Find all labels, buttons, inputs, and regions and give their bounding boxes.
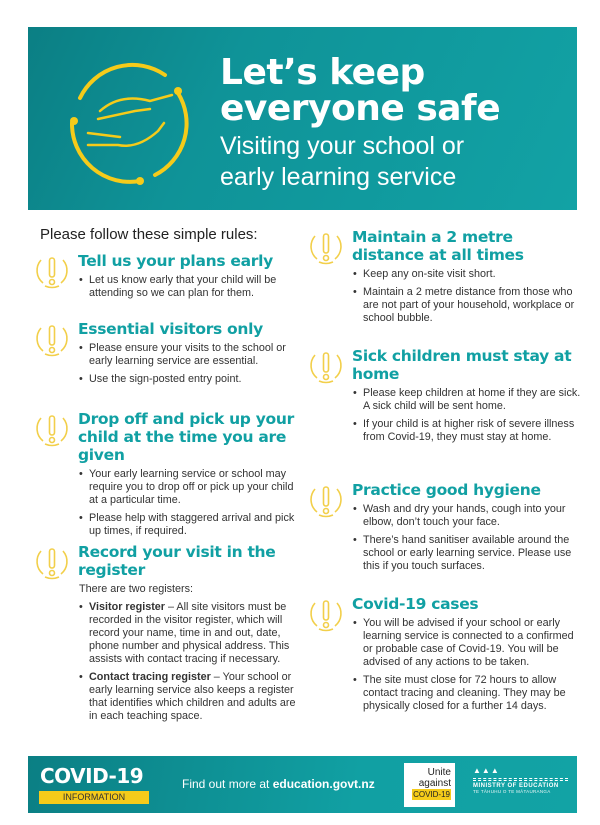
rule-tell-us-plans	[33, 252, 298, 305]
rule-bullet: • Please keep children at home if they are sick. A sick child will be sent home.	[353, 387, 582, 413]
rule-bullet: • Visitor register – All site visitors must be recorded in the visitor register, which will record your name, time in and out, date, phone number and physical address. This assists with contact tracing if necessary.	[79, 601, 298, 666]
rule-essential-visitors	[33, 320, 298, 391]
rule-bullet: • Maintain a 2 metre distance from those who are not part of your household, workplace or school bubble.	[353, 286, 582, 325]
rule-bullet: • Please help with staggered arrival and pick up times, if required.	[79, 512, 298, 538]
rule-bullet: • Use the sign-posted entry point.	[79, 373, 298, 386]
alert-icon	[33, 543, 71, 586]
registers-lead: There are two registers:	[79, 583, 194, 595]
rule-2-metre-distance	[307, 228, 582, 330]
rule-heading: Record your visit in the register	[78, 543, 276, 579]
information-label: INFORMATION	[39, 791, 149, 804]
rule-bullet: • Contact tracing register – Your school or early learning service also keeps a register that identifies which children and adults are in each teaching space.	[79, 671, 298, 723]
alert-icon	[33, 410, 71, 453]
header-banner	[28, 27, 577, 210]
rule-drop-off-pick-up	[33, 410, 298, 543]
alert-icon	[33, 252, 71, 295]
rule-bullet: • Please ensure your visits to the school or early learning service are essential.	[79, 342, 298, 368]
website-link[interactable]: education.govt.nz	[272, 777, 375, 791]
rule-heading: Essential visitors only	[78, 320, 263, 338]
alert-icon	[33, 320, 71, 363]
rule-heading: Practice good hygiene	[352, 481, 541, 499]
rule-record-visit	[33, 543, 298, 728]
alert-icon	[307, 595, 345, 638]
poster-title: Let’s keep everyone safe	[220, 52, 501, 129]
alert-icon	[307, 481, 345, 524]
rule-heading: Tell us your plans early	[78, 252, 273, 270]
rule-bullet: • Wash and dry your hands, cough into your elbow, don’t touch your face.	[353, 503, 582, 529]
rule-bullet: • You will be advised if your school or early learning service is connected to a confirmed or probable case of Covid-19. You will be advised of any actions to be taken.	[353, 617, 582, 669]
poster-subtitle: Visiting your school or early learning service	[220, 132, 465, 191]
unite-against-covid-logo: Unite against COVID-19	[404, 763, 455, 807]
intro-text: Please follow these simple rules:	[40, 226, 258, 243]
find-out-more: Find out more at education.govt.nz	[182, 777, 375, 791]
rule-bullet: • Keep any on-site visit short.	[353, 268, 582, 281]
alert-icon	[307, 347, 345, 390]
rule-bullet: • The site must close for 72 hours to allow contact tracing and cleaning. They may be physically closed for a further 14 days.	[353, 674, 582, 713]
covid-19-logo: COVID-19	[40, 764, 144, 788]
mountains-icon: ▲▲▲	[473, 766, 500, 775]
rule-heading: Drop off and pick up your child at the time you are given	[78, 410, 294, 464]
rule-good-hygiene	[307, 481, 582, 578]
ministry-of-education-logo: ▲▲▲ MINISTRY OF EDUCATION TE TĀHUHU O TE MĀTAURANGA	[473, 766, 568, 794]
rule-covid-cases	[307, 595, 582, 718]
rule-heading: Sick children must stay at home	[352, 347, 572, 383]
rule-bullet: • Let us know early that your child will be attending so we can plan for them.	[79, 274, 298, 300]
rule-bullet: • If your child is at higher risk of severe illness from Covid-19, they must stay at home.	[353, 418, 582, 444]
rule-bullet: • There’s hand sanitiser available around the school or early learning service. Please use this if you touch surfaces.	[353, 534, 582, 573]
footer-banner	[28, 756, 577, 813]
rule-heading: Covid-19 cases	[352, 595, 479, 613]
caring-hands-icon	[60, 53, 200, 193]
rule-sick-children	[307, 347, 582, 449]
rule-heading: Maintain a 2 metre distance at all times	[352, 228, 524, 264]
rule-bullet: • Your early learning service or school may require you to drop off or pick up your child at a particular time.	[79, 468, 298, 507]
alert-icon	[307, 228, 345, 271]
